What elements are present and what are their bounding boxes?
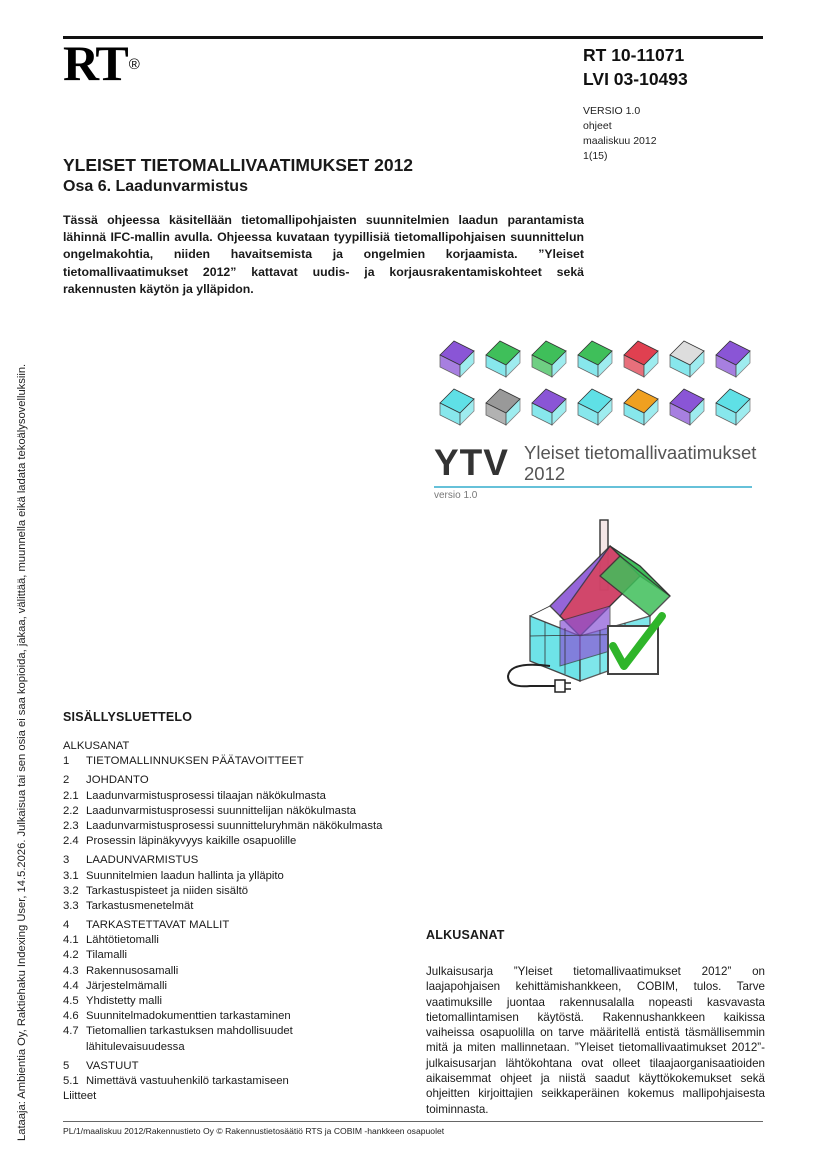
ytv-name (524, 442, 756, 484)
toc-item-number: 4.6 (63, 1010, 79, 1023)
toc-item-label: LAADUNVARMISTUS (86, 854, 199, 867)
download-notice: Lataaja: Ambientia Oy, Raktiehaku Indexing User, 14.5.2026. Julkaisua tai sen osia ei saa kopioida, jakaa, välittää, muunnella eikä ladata tekoälysovelluksiin. (16, 363, 28, 1141)
toc-item (63, 899, 423, 914)
toc-item-label: Liitteet (63, 1090, 97, 1103)
doc-type-label: ohjeet (583, 120, 612, 132)
toc-item-number: 4.7 (63, 1025, 79, 1038)
toc-item-number: 4.2 (63, 949, 79, 962)
toc-item-label: Yhdistetty malli (86, 995, 162, 1007)
toc-item-label: JOHDANTO (86, 774, 149, 787)
document-code: RT 10-11071 (583, 45, 685, 65)
page-count-label: 1(15) (583, 150, 608, 162)
alkusanat-text: Julkaisusarja ”Yleiset tietomallivaatimukset 2012” on laajapohjaisen kehittämishankkeen, COBIM, tulos. Tarve vaatimuksille juontaa rakennusalalla nopeasti kasvavasta tietomallintamisen käytöstä. Rakennushankkeen kaikissa vaiheissa osapuolilla on tarve määritellä entistä täsmällisemmin mitä ja miten mallinnetaan. ”Yleiset tietomallivaatimukset 2012”-julkaisusarjan lähtökohtana ovat olleet tilaajaorganisaatioiden aikaisemmat ohjeet ja niistä saadut käyttökokemukset sekä ohjeitten kirjoittajien seikkaperäinen kokemus mallipohjaisesta toiminnasta. (426, 965, 765, 1116)
toc-item-number: 2.3 (63, 819, 79, 832)
toc-item (63, 884, 423, 899)
toc-item-number: 2 (63, 774, 70, 787)
toc-item (63, 834, 423, 849)
toc-item-label: Tilamalli (86, 949, 128, 962)
toc-item (63, 869, 423, 884)
intro-paragraph: Tässä ohjeessa käsitellään tietomallipohjaisten suunnitelmien laadun parantamista lähinnä IFC-mallin avulla. Ohjeessa kuvataan tyypillisiä tietomallipohjaisen suunnittelun ongelmakohtia, niiden havaitsemista ja ongelmien korjaamista. ”Yleiset tietomallivaatimukset 2012” kattavat uudis- ja korjausrakentamiskohteet sekä rakennusten käytön ja ylläpidon. (63, 213, 584, 296)
toc-item-label: TIETOMALLINNUKSEN PÄÄTAVOITTEET (86, 755, 304, 768)
header-rule (63, 36, 763, 39)
documents-house-icon (532, 389, 566, 425)
ytv-name-line: 2012 (524, 463, 566, 484)
toc-item-label: Laadunvarmistusprosessi suunnittelijan näkökulmasta (86, 804, 357, 817)
toc-item-label: Tietomallien tarkastuksen mahdollisuudet (86, 1025, 293, 1038)
toc-item-number: 5.1 (63, 1074, 79, 1087)
toc-item-label: Laadunvarmistusprosessi suunnitteluryhmän näkökulmasta (86, 819, 383, 832)
document-code: LVI 03-10493 (583, 69, 688, 89)
toc-item-number: 4.5 (63, 995, 79, 1007)
toc-item (63, 789, 423, 804)
toc-item-label: ALKUSANAT (63, 740, 130, 752)
house-model-icon (440, 341, 474, 377)
toc-item (63, 1074, 423, 1089)
toc-item-label: TARKASTETTAVAT MALLIT (86, 919, 230, 932)
toc-item (63, 1040, 423, 1055)
crane-house-icon (670, 389, 704, 425)
toc-item-number: 2.1 (63, 789, 79, 802)
toc-item (63, 1089, 423, 1104)
toc-item (63, 994, 423, 1009)
toc-item-number: 2.4 (63, 835, 79, 848)
toc-item-label: VASTUUT (86, 1059, 139, 1072)
toc-item-label: Nimettävä vastuuhenkilö tarkastamiseen (86, 1074, 289, 1087)
site-plan-icon (486, 341, 520, 377)
people-house-icon (578, 389, 612, 425)
toc-heading: SISÄLLYSLUETTELO (63, 710, 193, 724)
toc-item-number: 2.2 (63, 804, 79, 817)
table-of-contents (63, 739, 423, 1104)
toc-item-number: 4.1 (63, 934, 79, 947)
version-label: VERSIO 1.0 (583, 105, 641, 117)
cycle-house-icon (624, 389, 658, 425)
toc-item (63, 964, 423, 979)
document-title: YLEISET TIETOMALLIVAATIMUKSET 2012 (63, 155, 414, 175)
toc-item (63, 1009, 423, 1024)
toc-item (63, 1024, 423, 1039)
toc-item-number: 3.3 (63, 899, 79, 912)
toc-item-label: Lähtötietomalli (86, 934, 159, 947)
toc-item-label: lähitulevaisuudessa (86, 1040, 185, 1053)
toc-item-label: Tarkastuspisteet ja niiden sisältö (86, 884, 249, 897)
toc-item (63, 739, 423, 754)
toc-item-label: Järjestelmämalli (86, 979, 167, 992)
toc-item-label: Prosessin läpinäkyvyys kaikille osapuolille (86, 835, 297, 848)
ytv-logo: YTV (434, 442, 509, 483)
toc-item-number: 3.1 (63, 869, 79, 882)
house-model-illustration (500, 516, 680, 706)
pink-house-icon (624, 341, 658, 377)
rt-logo: RT ® (63, 35, 138, 91)
energy-house-icon (440, 389, 474, 425)
green-house-outline-icon (578, 341, 612, 377)
toc-item-label: Suunnitelmadokumenttien tarkastaminen (86, 1010, 291, 1023)
green-house-icon (532, 341, 566, 377)
toc-item (63, 804, 423, 819)
terrain-house-icon (486, 389, 520, 425)
toc-item (63, 853, 423, 868)
date-label: maaliskuu 2012 (583, 135, 657, 147)
hvac-house-icon (716, 341, 750, 377)
toc-item-label: Suunnitelmien laadun hallinta ja ylläpito (86, 869, 284, 882)
toc-item-number: 4.4 (63, 979, 79, 992)
toc-item-label: Rakennusosamalli (86, 964, 179, 977)
toc-item (63, 933, 423, 948)
document-meta (583, 104, 657, 164)
structure-frame-icon (670, 341, 704, 377)
ytv-version: versio 1.0 (434, 490, 478, 501)
toc-item (63, 819, 423, 834)
toc-item-number: 4 (63, 919, 70, 932)
ytv-icon-grid (432, 331, 754, 427)
toc-item-number: 3 (63, 854, 70, 867)
footer-rule (63, 1121, 763, 1122)
toc-item-number: 3.2 (63, 884, 79, 897)
toc-item-number: 4.3 (63, 964, 79, 977)
toc-item-number: 5 (63, 1059, 70, 1072)
toc-item-label: Tarkastusmenetelmät (86, 899, 194, 912)
toc-item (63, 979, 423, 994)
document-codes (583, 43, 688, 91)
footer-text: PL/1/maaliskuu 2012/Rakennustieto Oy © Rakennustietosäätiö RTS ja COBIM -hankkeen osapuolet (63, 1126, 445, 1136)
toc-item (63, 754, 423, 769)
inspection-house-icon (716, 389, 750, 425)
ytv-name-line: Yleiset tietomallivaatimukset (524, 442, 757, 463)
toc-item-number: 1 (63, 755, 70, 768)
toc-item-label: Laadunvarmistusprosessi tilaajan näkökulmasta (86, 789, 326, 802)
toc-item (63, 773, 423, 788)
document-subtitle: Osa 6. Laadunvarmistus (63, 178, 248, 195)
ytv-divider (434, 486, 752, 488)
toc-item (63, 948, 423, 963)
toc-item (63, 1059, 423, 1074)
alkusanat-heading: ALKUSANAT (426, 928, 505, 942)
toc-item (63, 918, 423, 933)
